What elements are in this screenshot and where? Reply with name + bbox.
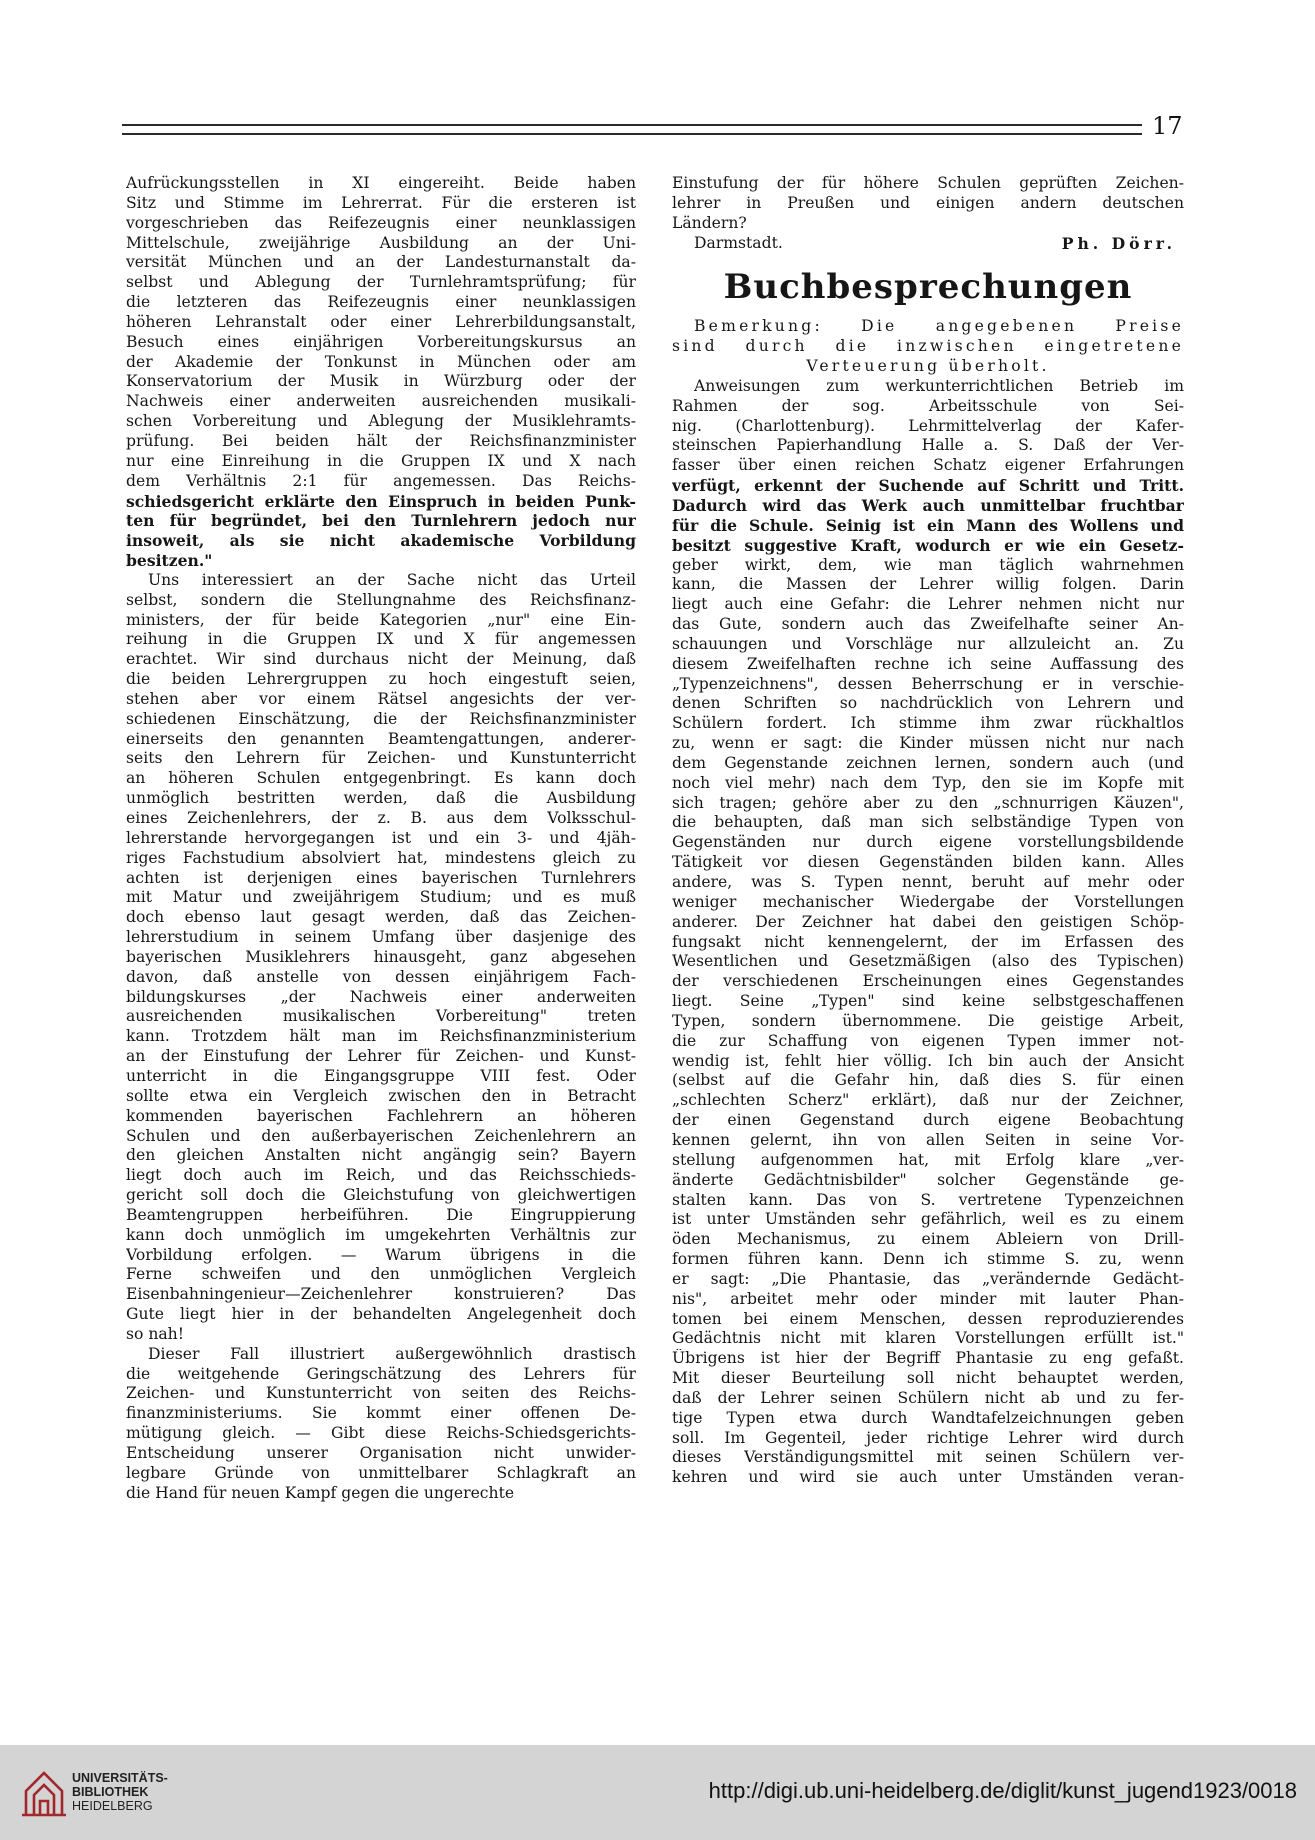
left-column <box>126 174 636 1504</box>
text-line: das Gute, sondern auch das Zweifelhafte seiner An- <box>672 615 1184 634</box>
text-line: Eisenbahningenieur—Zeichenlehrer konstruieren? Das <box>126 1285 636 1304</box>
text-line: stalten kann. Das von S. vertretene Typenzeichnen <box>672 1190 1184 1209</box>
text-line: Einstufung der für höhere Schulen geprüften Zeichen- <box>672 174 1184 192</box>
text-line: Ländern? <box>672 213 747 232</box>
text-line: Wesentlichen und Gesetzmäßigen (also des Typischen) <box>672 952 1184 971</box>
text-line: an der Einstufung der Lehrer für Zeichen- und Kunst- <box>126 1047 636 1066</box>
text-line: Rahmen der sog. Arbeitsschule von Sei- <box>672 396 1184 415</box>
section-heading: Buchbesprechungen <box>723 267 1133 308</box>
text-line: unterricht in die Eingangsgruppe VIII fest. Oder <box>126 1066 636 1085</box>
text-line: selbst und Ablegung der Turnlehramtsprüfung; für <box>126 273 636 292</box>
text-line: Schulen und den außerbayerischen Zeichenlehrern an <box>126 1126 636 1145</box>
text-line: liegt. Seine „Typen" sind keine selbstgeschaffenen <box>672 992 1184 1011</box>
text-line: steinschen Papierhandlung Halle a. S. Daß der Ver- <box>672 436 1184 455</box>
right-column <box>672 174 1184 1488</box>
library-name[interactable] <box>72 1771 168 1813</box>
text-line: einerseits den genannten Beamtengattungen, anderer- <box>126 729 636 748</box>
text-line: zu, wenn er sagt: die Kinder müssen nicht nur nach <box>672 734 1184 753</box>
text-line: änderte Gedächtnisbilder" solcher Gegenstände ge- <box>672 1170 1184 1189</box>
text-line: die behaupten, daß man sich selbständige Typen von <box>672 813 1184 832</box>
text-line: lehrerstande hervorgegangen ist und ein 3- und 4jäh- <box>126 828 636 847</box>
text-line: dieses Verständigungsmittel mit seinen Schülern ver- <box>672 1448 1184 1467</box>
text-line: mütigung gleich. — Gibt diese Reichs-Schiedsgerichts- <box>126 1424 636 1443</box>
text-line: für die Schule. Seinig ist ein Mann des Wollens und <box>672 515 1184 535</box>
text-line: Typen, sondern übernommene. Die geistige Arbeit, <box>672 1011 1184 1030</box>
text-line: kennen gelernt, ihn von allen Seiten in seine Vor- <box>672 1130 1184 1149</box>
text-line: der Akademie der Tonkunst in München oder am <box>126 352 636 371</box>
text-line: kann, die Massen der Lehrer willig folgen. Darin <box>672 575 1184 594</box>
text-line: Schülern fordert. Ich stimme ihm zwar rückhaltlos <box>672 714 1184 733</box>
text-line: besitzt suggestive Kraft, wodurch er wie ein Gesetz- <box>672 535 1184 555</box>
text-line: sollte etwa ein Vergleich zwischen den in Betracht <box>126 1086 636 1105</box>
text-line: Vorbildung erfolgen. — Warum übrigens in die <box>126 1245 636 1264</box>
text-line: Zeichen- und Kunstunterricht von seiten des Reichs- <box>126 1384 636 1403</box>
text-line: „Typenzeichnens", dessen Beherrschung er in verschie- <box>672 674 1184 693</box>
text-line: ten für begründet, bei den Turnlehrern jedoch nur <box>126 511 636 531</box>
text-line: doch ebenso laut gesagt werden, daß das Zeichen- <box>126 908 636 927</box>
text-line: Gedächtnis nicht mit klaren Vorstellungen erfüllt ist." <box>672 1329 1184 1348</box>
text-line: dem Gegenstande zeichnen lernen, sondern auch (und <box>672 753 1184 772</box>
text-line: Nachweis einer anderweiten ausreichenden musikali- <box>126 392 636 411</box>
text-line: versität München und an der Landesturnanstalt da- <box>126 253 636 272</box>
text-line: dem Verhältnis 2:1 für angemessen. Das Reichs- <box>126 471 636 490</box>
text-line: Ferne schweifen und den unmöglichen Vergleich <box>126 1265 636 1284</box>
text-line: höheren Lehranstalt oder einer Lehrerbildungsanstalt, <box>126 312 636 331</box>
page-number: 17 <box>1152 112 1183 140</box>
text-line: noch viel mehr) nach dem Typ, den sie im Kopfe mit <box>672 773 1184 792</box>
text-line: Dadurch wird das Werk auch unmittelbar fruchtbar <box>672 495 1184 515</box>
text-line: seits den Lehrern für Zeichen- und Kunstunterricht <box>126 749 636 768</box>
text-line: die zur Schaffung von eigenen Typen immer not- <box>672 1031 1184 1050</box>
text-line: Besuch eines einjährigen Vorbereitungskursus an <box>126 332 636 351</box>
text-line: schen Vorbereitung und Ablegung der Musiklehramts- <box>126 412 636 431</box>
text-line: stehen aber vor einem Rätsel angesichts der ver- <box>126 689 636 708</box>
text-line: (selbst auf die Gefahr hin, daß dies S. für einen <box>672 1071 1184 1090</box>
text-line: erachtet. Wir sind durchaus nicht der Meinung, daß <box>126 650 636 669</box>
text-line: anderer. Der Zeichner hat dabei den geistigen Schöp- <box>672 912 1184 931</box>
text-line: öden Mechanismus, zu einem Ableiern von Drill- <box>672 1230 1184 1249</box>
text-line: kann. Trotzdem hält man im Reichsfinanzministerium <box>126 1027 636 1046</box>
text-line: besitzen." <box>126 551 213 571</box>
text-line: die beiden Lehrergruppen zu hoch eingestuft seien, <box>126 670 636 689</box>
text-line: geber wirkt, dem, wie man täglich wahrnehmen <box>672 555 1184 574</box>
text-line: reihung in die Gruppen IX und X für angemessen <box>126 630 636 649</box>
text-line: liegt doch auch im Reich, und das Reichsschieds- <box>126 1166 636 1185</box>
text-line: finanzministeriums. Sie kommt einer offenen De- <box>126 1404 636 1423</box>
text-line: stellung aufgenommen hat, mit Erfolg klare „ver- <box>672 1150 1184 1169</box>
text-line: bildungskurses „der Nachweis einer anderweiten <box>126 987 636 1006</box>
text-line: Uns interessiert an der Sache nicht das Urteil <box>148 570 636 589</box>
text-line: Beamtengruppen herbeiführen. Die Eingruppierung <box>126 1205 636 1224</box>
signature-name: Ph. Dörr. <box>1061 233 1176 253</box>
text-line: kehren und wird sie auch unter Umständen veran- <box>672 1468 1184 1487</box>
text-line: „schlechten Scherz" erklärt), daß nur der Zeichner, <box>672 1091 1184 1110</box>
text-line: gericht soll doch die Gleichstufung von gleichwertigen <box>126 1186 636 1205</box>
text-line: Tätigkeit vor diesen Gegenständen bilden kann. Alles <box>672 853 1184 872</box>
text-line: tomen bei einem Menschen, dessen reproduzierendes <box>672 1309 1184 1328</box>
library-name-line2: BIBLIOTHEK <box>72 1785 149 1799</box>
library-name-line1: UNIVERSITÄTS- <box>72 1771 168 1785</box>
text-line: sich tragen; gehöre aber zu den „schnurrigen Käuzen", <box>672 793 1184 812</box>
library-name-line3: HEIDELBERG <box>72 1799 153 1813</box>
text-line: bayerischen Musiklehrers hinausgeht, ganz abgesehen <box>126 947 636 966</box>
text-line: nig. (Charlottenburg). Lehrmittelverlag der Kafer- <box>672 416 1184 435</box>
text-line: fungsakt nicht kennengelernt, der im Erfassen des <box>672 932 1184 951</box>
text-line: unmöglich bestritten werden, daß die Ausbildung <box>126 789 636 808</box>
text-line: liegt auch eine Gefahr: die Lehrer nehmen nicht nur <box>672 595 1184 614</box>
text-line: soll. Im Gegenteil, jeder richtige Lehrer wird durch <box>672 1428 1184 1447</box>
text-line: Dieser Fall illustriert außergewöhnlich drastisch <box>148 1344 636 1363</box>
text-line: den gleichen Anstalten nicht angängig sein? Bayern <box>126 1146 636 1165</box>
remark-line: Bemerkung: Die angegebenen Preise <box>694 317 1184 336</box>
remark-line: Verteuerung überholt. <box>806 357 1050 376</box>
text-line: diesem Zweifelhaften rechne ich seine Auffassung des <box>672 654 1184 673</box>
text-line: schiedsgericht erklärte den Einspruch in beiden Punk- <box>126 491 636 511</box>
text-line: tige Typen etwa durch Wandtafelzeichnungen geben <box>672 1408 1184 1427</box>
text-line: fasser über einen reichen Schatz eigener Erfahrungen <box>672 456 1184 475</box>
text-line: der verschiedenen Erscheinungen eines Gegenstandes <box>672 972 1184 991</box>
text-line: daß der Lehrer seinen Schülern nicht ab und zu fer- <box>672 1388 1184 1407</box>
header-rule <box>122 124 1142 135</box>
text-line: Gegenständen nur durch eigene vorstellungsbildende <box>672 833 1184 852</box>
text-line: denen Schriften so nachdrücklich von Lehrern und <box>672 694 1184 713</box>
text-line: die weitgehende Geringschätzung des Lehrers für <box>126 1364 636 1383</box>
text-line: lehrer in Preußen und einigen andern deutschen <box>672 193 1184 212</box>
text-line: mit Matur und zweijährigem Studium; und es muß <box>126 888 636 907</box>
text-line: Aufrückungsstellen in XI eingereiht. Beide haben <box>126 174 636 192</box>
text-line: lehrerstudium in seinem Umfang über dasjenige des <box>126 928 636 947</box>
text-line: die Hand für neuen Kampf gegen die ungerechte <box>126 1483 515 1502</box>
text-line: nis", arbeitet mehr oder minder mit lauter Phan- <box>672 1289 1184 1308</box>
text-line: verfügt, erkennt der Suchende auf Schritt und Tritt. <box>672 476 1184 496</box>
text-line: vorgeschrieben das Reifezeugnis einer neunklassigen <box>126 213 636 232</box>
text-line: ministers, der für beide Kategorien „nur" eine Ein- <box>126 610 636 629</box>
text-line: weniger mechanischer Wiedergabe der Vorstellungen <box>672 892 1184 911</box>
text-line: wendig ist, fehlt hier völlig. Ich bin auch der Ansicht <box>672 1051 1184 1070</box>
text-line: die letzteren das Reifezeugnis einer neunklassigen <box>126 293 636 312</box>
text-line: eines Zeichenlehrers, der z. B. aus dem Volksschul- <box>126 809 636 827</box>
text-line: schiedenen Einschätzung, die der Reichsfinanzminister <box>126 709 636 728</box>
book-review <box>672 377 1184 1488</box>
text-line: prüfung. Bei beiden hält der Reichsfinanzminister <box>126 431 636 450</box>
text-line: davon, daß anstelle von dessen einjährigem Fach- <box>126 967 636 986</box>
text-line: der einen Gegenstand durch eigene Beobachtung <box>672 1111 1184 1130</box>
text-line: schauungen und Vorschläge nur allzuleicht an. Zu <box>672 634 1184 653</box>
text-line: achten ist derjenigen eines bayerischen Turnlehrers <box>126 868 636 887</box>
text-line: Anweisungen zum werkunterrichtlichen Betrieb im <box>694 376 1184 395</box>
footer-bar <box>0 1745 1315 1840</box>
text-line: an höheren Schulen entgegenbringt. Es kann doch <box>126 769 636 788</box>
text-line: kommenden bayerischen Fachlehrern an höheren <box>126 1106 636 1125</box>
library-logo-icon[interactable] <box>18 1765 70 1821</box>
text-line: legbare Gründe von unmittelbarer Schlagkraft an <box>126 1463 636 1482</box>
document-url-link[interactable]: http://digi.ub.uni-heidelberg.de/diglit/kunst_jugend1923/0018 <box>708 1778 1297 1803</box>
text-line: Übrigens ist hier der Begriff Phantasie zu eng gefaßt. <box>672 1349 1184 1368</box>
text-line: insoweit, als sie nicht akademische Vorbildung <box>126 531 636 551</box>
article-ending <box>672 174 1184 234</box>
text-line: kann doch unmöglich im umgekehrten Verhältnis zur <box>126 1225 636 1244</box>
text-line: Entscheidung unserer Organisation nicht unwider- <box>126 1444 636 1462</box>
signature-place: Darmstadt. <box>694 233 783 252</box>
text-line: andere, was S. Typen nennt, beruht auf mehr oder <box>672 873 1184 891</box>
price-remark <box>672 317 1184 377</box>
text-line: riges Fachstudium absolviert hat, mindestens gleich zu <box>126 848 636 867</box>
signature <box>672 234 1184 254</box>
text-line: Konservatorium der Musik in Würzburg oder der <box>126 372 636 391</box>
text-line: nur eine Einreihung in die Gruppen IX und X nach <box>126 451 636 470</box>
text-line: Mittelschule, zweijährige Ausbildung an der Uni- <box>126 233 636 252</box>
text-line: ist unter Umständen sehr gefährlich, weil es zu einem <box>672 1210 1184 1229</box>
text-line: Mit dieser Beurteilung soll nicht behauptet werden, <box>672 1369 1184 1388</box>
text-line: ausreichenden musikalischen Vorbereitung" treten <box>126 1007 636 1026</box>
text-line: Sitz und Stimme im Lehrerrat. Für die ersteren ist <box>126 193 636 212</box>
text-line: so nah! <box>126 1324 184 1343</box>
text-line: er sagt: „Die Phantasie, das „verändernde Gedächt- <box>672 1269 1184 1288</box>
text-line: Gute liegt hier in der behandelten Angelegenheit doch <box>126 1305 636 1324</box>
text-line: selbst, sondern die Stellungnahme des Reichsfinanz- <box>126 590 636 609</box>
remark-line: sind durch die inzwischen eingetretene <box>672 337 1184 356</box>
text-line: formen führen kann. Denn ich stimme S. zu, wenn <box>672 1250 1184 1269</box>
